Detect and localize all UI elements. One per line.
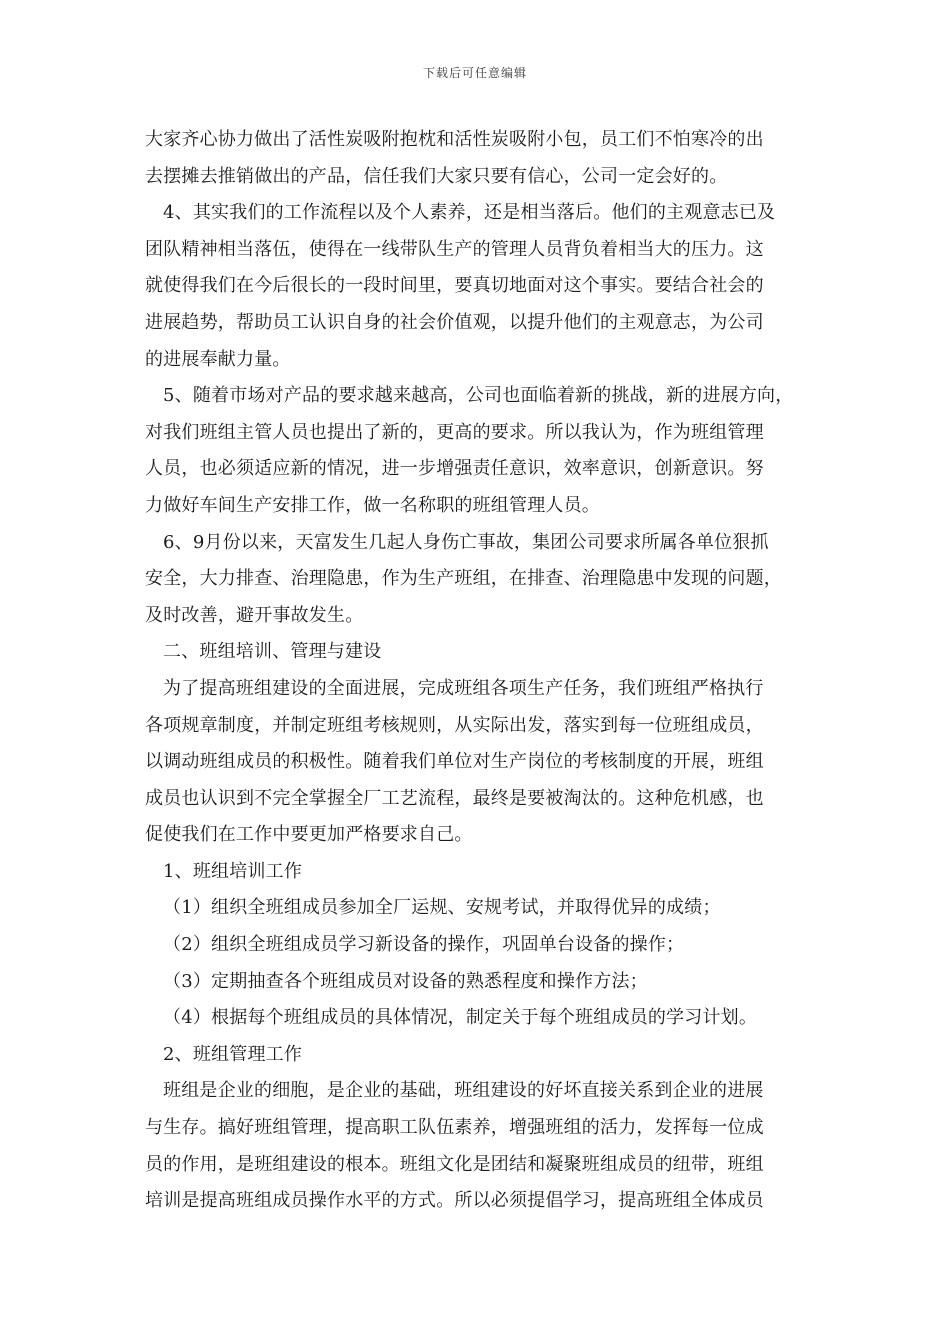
document-body xyxy=(145,122,810,1220)
section-heading: 二、班组培训、管理与建设 xyxy=(163,641,382,663)
text-line: 团队精神相当落伍，使得在一线带队生产的管理人员背负着相当大的压力。这 xyxy=(145,238,764,260)
list-item: （2）组织全班组成员学习新设备的操作，巩固单台设备的操作； xyxy=(163,934,685,956)
text-line: 进展趋势，帮助员工认识自身的社会价值观，以提升他们的主观意志，为公司 xyxy=(145,311,764,333)
list-item: （1）组织全班组成员参加全厂运规、安规考试，并取得优异的成绩； xyxy=(163,897,721,919)
list-item: （4）根据每个班组成员的具体情况，制定关于每个班组成员的学习计划。 xyxy=(163,1007,758,1029)
text-line: 6、9月份以来，天富发生几起人身伤亡事故，集团公司要求所属各单位狠抓 xyxy=(163,531,769,553)
text-line: 的进展奉献力量。 xyxy=(145,348,291,370)
text-line: 就使得我们在今后很长的一段时间里，要真切地面对这个事实。要结合社会的 xyxy=(145,275,764,297)
text-line: 成员也认识到不完全掌握全厂工艺流程，最终是要被淘汰的。这种危机感，也 xyxy=(145,787,764,809)
text-line: 为了提高班组建设的全面进展，完成班组各项生产任务，我们班组严格执行 xyxy=(163,677,764,699)
page-header: 下载后可任意编辑 xyxy=(422,66,527,80)
text-line: 对我们班组主管人员也提出了新的，更高的要求。所以我认为，作为班组管理 xyxy=(145,421,764,443)
text-line: 安全，大力排查、治理隐患，作为生产班组，在排查、治理隐患中发现的问题， xyxy=(145,568,782,590)
text-line: 5、随着市场对产品的要求越来越高，公司也面临着新的挑战，新的进展方向， xyxy=(163,385,794,407)
text-line: 大家齐心协力做出了活性炭吸附抱枕和活性炭吸附小包，员工们不怕寒冷的出 xyxy=(145,129,764,150)
text-line: 培训是提高班组成员操作水平的方式。所以必须提倡学习，提高班组全体成员 xyxy=(145,1190,764,1212)
text-line: 及时改善，避开事故发生。 xyxy=(145,604,364,626)
text-line: 去摆摊去推销做出的产品，信任我们大家只要有信心，公司一定会好的。 xyxy=(145,165,728,187)
text-line: 以调动班组成员的积极性。随着我们单位对生产岗位的考核制度的开展，班组 xyxy=(145,751,764,773)
text-line: 人员，也必须适应新的情况，进一步增强责任意识，效率意识，创新意识。努 xyxy=(145,458,764,480)
subsection-heading: 2、班组管理工作 xyxy=(163,1043,303,1065)
text-line: 促使我们在工作中要更加严格要求自己。 xyxy=(145,824,473,846)
list-item: （3）定期抽查各个班组成员对设备的熟悉程度和操作方法； xyxy=(163,970,648,992)
text-line: 各项规章制度，并制定班组考核规则，从实际出发，落实到每一位班组成员， xyxy=(145,714,764,736)
text-line: 与生存。搞好班组管理，提高职工队伍素养，增强班组的活力，发挥每一位成 xyxy=(145,1117,764,1139)
text-line: 4、其实我们的工作流程以及个人素养，还是相当落后。他们的主观意志已及 xyxy=(163,202,776,224)
text-line: 班组是企业的细胞，是企业的基础，班组建设的好坏直接关系到企业的进展 xyxy=(163,1080,764,1102)
text-line: 员的作用，是班组建设的根本。班组文化是团结和凝聚班组成员的纽带，班组 xyxy=(145,1153,764,1175)
text-line: 力做好车间生产安排工作，做一名称职的班组管理人员。 xyxy=(145,494,600,516)
subsection-heading: 1、班组培训工作 xyxy=(163,860,303,882)
